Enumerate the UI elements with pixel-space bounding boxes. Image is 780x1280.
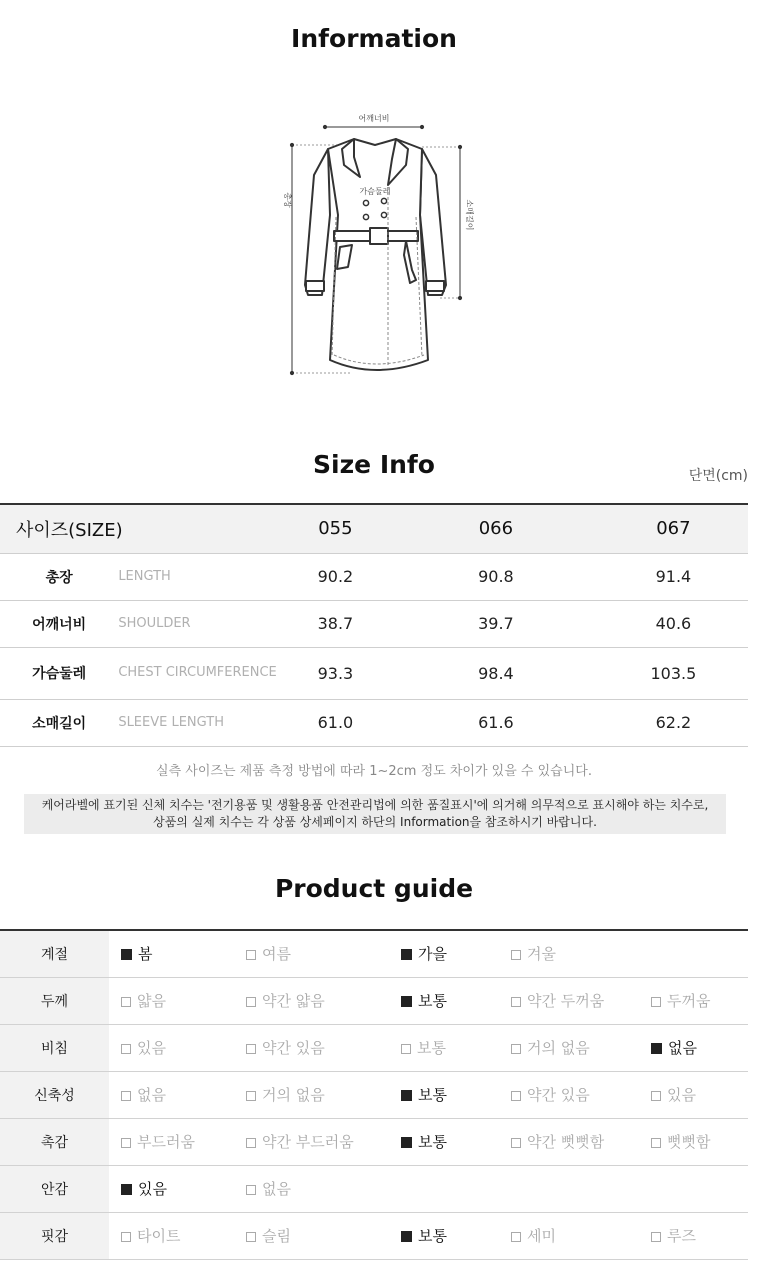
- size-row-sleeve: [0, 699, 748, 746]
- unchecked-box-icon: [121, 1232, 131, 1242]
- guide-option: [109, 977, 234, 1024]
- length-label: 총장: [283, 192, 292, 208]
- row-label-kor: 가슴둘레: [32, 666, 87, 682]
- guide-option-label: 약간 있음: [262, 1039, 325, 1057]
- product-guide-table: [0, 929, 748, 1260]
- size-table: [0, 503, 748, 747]
- guide-row: [0, 1212, 748, 1259]
- row-label-kor: 소매길이: [32, 715, 87, 732]
- guide-option: [234, 1165, 389, 1212]
- guide-option-label: 뻣뻣함: [667, 1133, 711, 1151]
- guide-option-label: 없음: [668, 1039, 697, 1057]
- guide-option: [389, 930, 499, 977]
- unchecked-box-icon: [651, 1091, 661, 1101]
- guide-option: [109, 930, 234, 977]
- guide-option-label: 보통: [418, 1133, 447, 1151]
- guide-option-label: 없음: [137, 1086, 166, 1104]
- guide-row: [0, 1024, 748, 1071]
- guide-option-label: 가을: [418, 945, 447, 964]
- shoulder-label: 어깨너비: [358, 114, 390, 123]
- size-info-title: Size Info: [313, 450, 435, 479]
- guide-option-label: 슬림: [262, 1227, 291, 1245]
- size-value: 39.7: [478, 614, 514, 633]
- coat-size-diagram: [270, 105, 490, 390]
- guide-option: [234, 1118, 389, 1165]
- guide-option-label: 얇음: [137, 992, 166, 1010]
- row-label-eng: SHOULDER: [118, 615, 191, 631]
- guide-option: [234, 1071, 389, 1118]
- guide-option: [109, 1165, 234, 1212]
- guide-empty-cell: [639, 1165, 748, 1212]
- guide-row: [0, 1165, 748, 1212]
- size-table-header: [0, 504, 748, 553]
- unchecked-box-icon: [651, 1232, 661, 1242]
- guide-option: [639, 1118, 748, 1165]
- row-label-kor: 어깨너비: [32, 616, 87, 633]
- size-value: 91.4: [655, 567, 692, 586]
- guide-option: [109, 1024, 234, 1071]
- guide-option-label: 없음: [262, 1180, 291, 1198]
- size-row-length: [0, 553, 748, 600]
- size-value: 98.4: [478, 663, 514, 683]
- product-guide-title: Product guide: [274, 874, 474, 903]
- size-value: 93.3: [317, 663, 354, 683]
- unchecked-box-icon: [511, 1044, 521, 1054]
- guide-option: [234, 1024, 389, 1071]
- guide-option: [234, 930, 389, 977]
- guide-option-label: 세미: [527, 1227, 556, 1245]
- guide-option-label: 약간 얇음: [262, 992, 325, 1010]
- guide-option-label: 보통: [418, 1227, 447, 1245]
- guide-row-label: 촉감: [0, 1118, 109, 1165]
- checked-box-icon: [401, 1137, 412, 1148]
- guide-option-label: 보통: [417, 1039, 446, 1057]
- guide-option-label: 있음: [137, 1039, 166, 1057]
- guide-option-label: 약간 뻣뻣함: [527, 1133, 605, 1151]
- guide-option-label: 여름: [262, 945, 291, 964]
- guide-option-label: 겨울: [527, 945, 556, 964]
- guide-option: [499, 930, 639, 977]
- guide-option: [389, 977, 499, 1024]
- guide-option-label: 타이트: [137, 1227, 181, 1245]
- unchecked-box-icon: [246, 1185, 256, 1195]
- guide-empty-cell: [639, 930, 748, 977]
- guide-row-label: 비침: [0, 1024, 109, 1071]
- unchecked-box-icon: [246, 950, 256, 960]
- guide-option: [109, 1212, 234, 1259]
- guide-option-label: 부드러움: [137, 1133, 195, 1151]
- unchecked-box-icon: [121, 997, 131, 1007]
- guide-option-label: 약간 부드러움: [262, 1133, 354, 1151]
- guide-row-label: 계절: [0, 930, 109, 977]
- guide-row: [0, 977, 748, 1024]
- size-value: 38.7: [317, 614, 354, 633]
- size-value: 40.6: [655, 614, 692, 633]
- guide-option: [234, 977, 389, 1024]
- guide-option: [109, 1118, 234, 1165]
- size-value: 90.8: [478, 567, 514, 586]
- unchecked-box-icon: [511, 950, 521, 960]
- guide-option: [639, 1212, 748, 1259]
- size-header-067: 067: [656, 518, 691, 540]
- guide-option-label: 있음: [138, 1180, 167, 1198]
- guide-option: [234, 1212, 389, 1259]
- guide-option: [639, 1071, 748, 1118]
- guide-option: [389, 1118, 499, 1165]
- size-row-shoulder: [0, 600, 748, 647]
- unchecked-box-icon: [246, 1232, 256, 1242]
- guide-option-label: 루즈: [667, 1227, 696, 1245]
- row-label-kor: 총장: [45, 569, 73, 586]
- information-title: Information: [291, 24, 457, 53]
- care-label-notice: [24, 794, 726, 834]
- checked-box-icon: [401, 949, 412, 960]
- unchecked-box-icon: [511, 1232, 521, 1242]
- notice-line-1: 케어라벨에 표기된 신체 치수는 '전기용품 및 생활용품 안전관리법에 의한 품질표시'에 의거해 의무적으로 표시해야 하는 치수로,: [41, 798, 709, 812]
- measurement-note: 실측 사이즈는 제품 측정 방법에 따라 1~2cm 정도 차이가 있을 수 있습니다.: [156, 764, 592, 779]
- guide-option: [499, 1212, 639, 1259]
- size-value: 103.5: [650, 663, 697, 683]
- unchecked-box-icon: [651, 1138, 661, 1148]
- size-value: 90.2: [317, 567, 354, 586]
- checked-box-icon: [121, 949, 132, 960]
- unchecked-box-icon: [246, 1044, 256, 1054]
- guide-option-label: 약간 두꺼움: [527, 992, 605, 1010]
- sleeve-label: 소매길이: [465, 199, 474, 231]
- guide-option-label: 두꺼움: [667, 992, 711, 1010]
- guide-row: [0, 1071, 748, 1118]
- guide-option: [639, 1024, 748, 1071]
- guide-option: [499, 1024, 639, 1071]
- guide-option: [499, 1118, 639, 1165]
- size-value: 62.2: [655, 713, 692, 732]
- unchecked-box-icon: [511, 1091, 521, 1101]
- unchecked-box-icon: [401, 1044, 411, 1054]
- guide-empty-cell: [499, 1165, 639, 1212]
- size-value: 61.6: [478, 713, 514, 732]
- notice-line-2: 상품의 실제 치수는 각 상품 상세페이지 하단의 Information을 참조하시기 바랍니다.: [153, 815, 597, 829]
- guide-row-label: 핏감: [0, 1212, 109, 1259]
- checked-box-icon: [401, 996, 412, 1007]
- size-header-066: 066: [478, 518, 514, 540]
- coat-illustration: [270, 105, 490, 390]
- checked-box-icon: [401, 1090, 412, 1101]
- chest-label: 가슴둘레: [359, 187, 391, 196]
- row-label-eng: LENGTH: [118, 568, 171, 584]
- unchecked-box-icon: [246, 997, 256, 1007]
- size-value: 61.0: [317, 713, 354, 732]
- guide-option: [499, 977, 639, 1024]
- row-label-eng: CHEST CIRCUMFERENCE: [118, 665, 277, 680]
- guide-option: [389, 1071, 499, 1118]
- guide-empty-cell: [389, 1165, 499, 1212]
- unchecked-box-icon: [511, 1138, 521, 1148]
- unchecked-box-icon: [246, 1138, 256, 1148]
- guide-row: [0, 1118, 748, 1165]
- guide-option-label: 거의 없음: [527, 1039, 590, 1057]
- guide-option: [109, 1071, 234, 1118]
- checked-box-icon: [121, 1184, 132, 1195]
- size-row-chest: [0, 647, 748, 699]
- guide-option-label: 거의 없음: [262, 1086, 325, 1104]
- unit-label: 단면(cm): [688, 468, 748, 484]
- guide-option: [499, 1071, 639, 1118]
- unchecked-box-icon: [246, 1091, 256, 1101]
- guide-option: [389, 1024, 499, 1071]
- guide-option: [389, 1212, 499, 1259]
- guide-option-label: 보통: [418, 1086, 447, 1104]
- guide-option-label: 있음: [667, 1086, 696, 1104]
- unchecked-box-icon: [511, 997, 521, 1007]
- unchecked-box-icon: [121, 1138, 131, 1148]
- guide-option-label: 약간 있음: [527, 1086, 590, 1104]
- size-header-055: 055: [318, 518, 353, 540]
- row-label-eng: SLEEVE LENGTH: [118, 714, 224, 730]
- checked-box-icon: [651, 1043, 662, 1054]
- checked-box-icon: [401, 1231, 412, 1242]
- guide-row: [0, 930, 748, 977]
- guide-row-label: 신축성: [0, 1071, 109, 1118]
- guide-option-label: 봄: [138, 945, 153, 964]
- unchecked-box-icon: [651, 997, 661, 1007]
- unchecked-box-icon: [121, 1091, 131, 1101]
- guide-option: [639, 977, 748, 1024]
- guide-option-label: 보통: [418, 992, 447, 1010]
- unchecked-box-icon: [121, 1044, 131, 1054]
- size-header-label: 사이즈(SIZE): [16, 519, 123, 541]
- guide-row-label: 안감: [0, 1165, 109, 1212]
- guide-row-label: 두께: [0, 977, 109, 1024]
